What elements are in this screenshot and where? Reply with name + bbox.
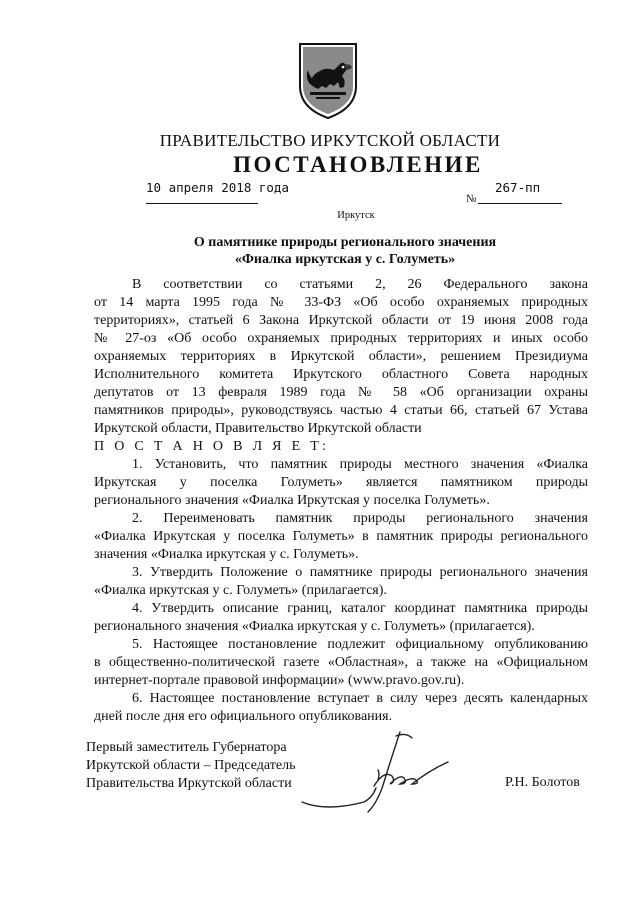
text-line: В соответствии со статьями 2, 26 Федерального закона [132, 277, 588, 292]
text-line: депутатов от 13 февраля 1989 года № 58 «Об организации охраны [94, 385, 588, 400]
document-number: 267-пп [495, 180, 541, 195]
number-sign: № [466, 193, 477, 205]
irkutsk-babr-coat-of-arms-icon [296, 40, 360, 120]
date-underline [146, 203, 258, 204]
government-name: ПРАВИТЕЛЬСТВО ИРКУТСКОЙ ОБЛАСТИ [159, 131, 501, 150]
decree-item-6 [94, 690, 588, 726]
text-line: 3. Утвердить Положение о памятнике природы регионального значения [132, 565, 588, 580]
document-title [0, 234, 640, 268]
title-line: «Фиалка иркутская у с. Голуметь» [234, 252, 456, 267]
city-name: Иркутск [337, 210, 375, 221]
text-line: Исполнительного комитета Иркутского областного Совета народных [94, 367, 588, 382]
decree-item-4 [94, 600, 588, 636]
position-line: Первый заместитель Губернатора [86, 740, 287, 755]
text-line: 4. Утвердить описание границ, каталог координат памятника природы [132, 601, 588, 616]
text-line: Иркутской области, Правительство Иркутской области [94, 421, 422, 436]
title-line: О памятнике природы регионального значения [193, 235, 497, 250]
decree-heading: П О С Т А Н О В Л Я Е Т: [94, 439, 330, 454]
decree-item-3 [94, 564, 588, 600]
decree-item-5 [94, 636, 588, 690]
text-line: регионального значения «Фиалка Иркутская у поселка Голуметь». [94, 493, 490, 508]
signer-name: Р.Н. Болотов [505, 775, 580, 790]
text-line: дней после дня его официального опубликования. [94, 709, 393, 724]
position-line: Иркутской области – Председатель [86, 758, 296, 773]
handwritten-signature-icon [296, 726, 476, 822]
text-line: охраняемых территориях в Иркутской области», решением Президиума [94, 349, 588, 364]
text-line: территориях», статьей 6 Закона Иркутской области от 19 июня 2008 года [94, 313, 588, 328]
document-date: 10 апреля 2018 года [146, 180, 289, 195]
signer-position [86, 739, 295, 793]
text-line: интернет-портале правовой информации» (www.pravo.gov.ru). [94, 673, 465, 688]
text-line: 2. Переименовать памятник природы регионального значения [132, 511, 588, 526]
text-line: от 14 марта 1995 года № 33-ФЗ «Об особо охраняемых природных [94, 295, 588, 310]
text-line: Иркутская у поселка Голуметь» является памятником природы [94, 475, 588, 490]
decree-item-1 [94, 456, 588, 510]
text-line: регионального значения «Фиалка иркутская у с. Голуметь» (прилагается). [94, 619, 535, 634]
text-line: «Фиалка иркутская у с. Голуметь» (прилагается). [94, 583, 387, 598]
number-underline [478, 203, 562, 204]
text-line: «Фиалка Иркутская у поселка Голуметь» в памятник природы регионального [94, 529, 588, 544]
document-body [94, 276, 588, 726]
decree-item-2 [94, 510, 588, 564]
text-line: значения «Фиалка иркутская у с. Голуметь». [94, 547, 359, 562]
text-line: 6. Настоящее постановление вступает в силу через десять календарных [132, 691, 588, 706]
document-type: ПОСТАНОВЛЕНИЕ [233, 152, 483, 177]
position-line: Правительства Иркутской области [86, 776, 292, 791]
text-line: 5. Настоящее постановление подлежит официальному опубликованию [132, 637, 588, 652]
text-line: 1. Установить, что памятник природы местного значения «Фиалка [132, 457, 588, 472]
text-line: памятников природы», руководствуясь частью 4 статьи 66, статьей 67 Устава [94, 403, 588, 418]
text-line: № 27-оз «Об особо охраняемых природных территориях и иных особо [94, 331, 588, 346]
text-line: в общественно-политической газете «Областная», а также на «Официальном [94, 655, 588, 670]
preamble-paragraph [94, 276, 588, 438]
